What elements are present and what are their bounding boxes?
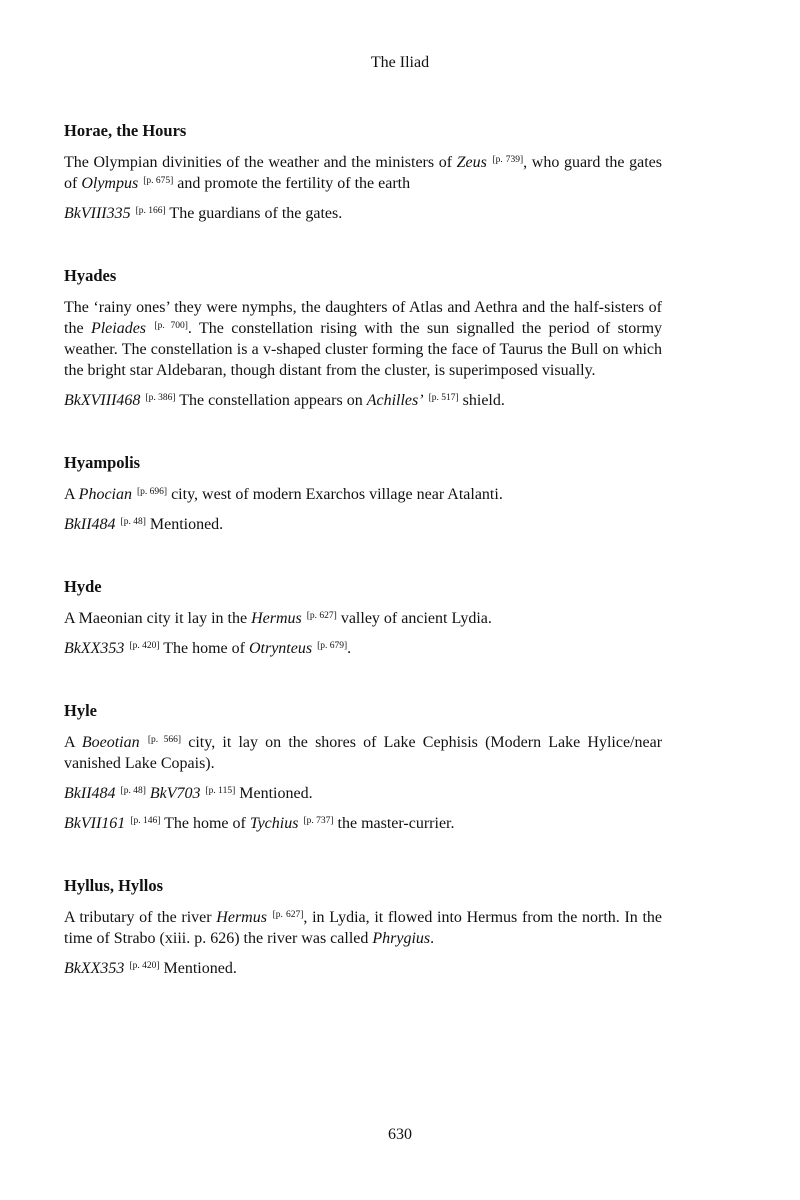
book-ref-link[interactable]: BkXVIII468 xyxy=(64,392,141,409)
entry-definition: A Phocian [p. 696] city, west of modern Exarchos village near Atalanti. xyxy=(64,486,503,503)
entry-definition: A Boeotian [p. 566] city, it lay on the shores of Lake Cephisis (Modern Lake Hylice/near vanished Lake Copais). xyxy=(64,734,663,772)
book-reference: BkXX353 [p. 420] Mentioned. xyxy=(64,960,237,977)
page-ref: [p. 48] xyxy=(120,786,146,796)
cross-ref-link[interactable]: Boeotian xyxy=(81,734,140,751)
page-ref: [p. 146] xyxy=(130,816,161,826)
entry-definition: A Maeonian city it lay in the Hermus [p. 627] valley of ancient Lydia. xyxy=(64,610,492,627)
running-head: The Iliad xyxy=(370,54,430,71)
cross-ref-link[interactable]: Olympus xyxy=(81,175,139,192)
book-ref-link[interactable]: BkVIII335 xyxy=(64,205,131,222)
page-number: 630 xyxy=(388,1126,412,1143)
book-ref-link[interactable]: BkV703 xyxy=(149,785,201,802)
glossary-content xyxy=(64,120,662,1020)
page-ref: [p. 679] xyxy=(317,641,348,651)
book-reference: BkVIII335 [p. 166] The guardians of the gates. xyxy=(64,205,343,222)
page-ref: [p. 739] xyxy=(492,155,524,165)
book-reference: BkII484 [p. 48] BkV703 [p. 115] Mentioned. xyxy=(64,785,313,802)
cross-ref-link[interactable]: Otrynteus xyxy=(248,640,313,657)
italic-term: Phrygius xyxy=(372,930,431,947)
cross-ref-link[interactable]: Pleiades xyxy=(90,320,147,337)
entry-hyle xyxy=(64,700,662,834)
page-ref: [p. 566] xyxy=(147,735,182,745)
book-reference: BkVII161 [p. 146] The home of Tychius [p. 737] the master-currier. xyxy=(64,815,455,832)
entry-definition: A tributary of the river Hermus [p. 627], in Lydia, it flowed into Hermus from the north. In the time of Strabo (xiii. p. 626) the river was called Phrygius. xyxy=(64,909,663,947)
page-ref: [p. 420] xyxy=(129,641,160,651)
book-reference: BkXX353 [p. 420] The home of Otrynteus [p. 679]. xyxy=(64,640,352,657)
book-ref-link[interactable]: BkXX353 xyxy=(64,640,125,657)
entry-hyades xyxy=(64,265,662,411)
book-ref-link[interactable]: BkXX353 xyxy=(64,960,125,977)
cross-ref-link[interactable]: Achilles’ xyxy=(366,392,424,409)
page-ref: [p. 386] xyxy=(145,393,176,403)
entry-hyde xyxy=(64,576,662,659)
cross-ref-link[interactable]: Hermus xyxy=(216,909,267,926)
page-ref: [p. 675] xyxy=(143,176,174,186)
book-ref-link[interactable]: BkII484 xyxy=(64,516,116,533)
book-ref-link[interactable]: BkVII161 xyxy=(64,815,126,832)
entry-heading: Hyde xyxy=(64,577,102,596)
page-ref: [p. 48] xyxy=(120,517,146,527)
entry-heading: Hyades xyxy=(64,266,117,285)
page-ref: [p. 166] xyxy=(135,206,166,216)
page-ref: [p. 420] xyxy=(129,961,160,971)
entry-hyllus xyxy=(64,875,662,979)
entry-heading: Horae, the Hours xyxy=(64,121,187,140)
page-ref: [p. 115] xyxy=(205,786,236,796)
entry-definition: The ‘rainy ones’ they were nymphs, the daughters of Atlas and Aethra and the half-sisters of the Pleiades [p. 700]. The constellation rising with the sun signalled the period of stormy weather. The constellation is a v-shaped cluster forming the face of Taurus the Bull on which the bright star Aldebaran, though distant from the cluster, is superimposed visually. xyxy=(64,299,663,379)
book-ref-link[interactable]: BkII484 xyxy=(64,785,116,802)
entry-heading: Hyampolis xyxy=(64,453,141,472)
book-reference: BkXVIII468 [p. 386] The constellation appears on Achilles’ [p. 517] shield. xyxy=(64,392,505,409)
entry-definition: The Olympian divinities of the weather and the ministers of Zeus [p. 739], who guard the gates of Olympus [p. 675] and promote the fertility of the earth xyxy=(64,154,663,192)
page-ref: [p. 627] xyxy=(306,611,337,621)
cross-ref-link[interactable]: Phocian xyxy=(78,486,132,503)
page-ref: [p. 700] xyxy=(154,321,188,331)
entry-hyampolis xyxy=(64,452,662,535)
cross-ref-link[interactable]: Hermus xyxy=(251,610,302,627)
page-ref: [p. 627] xyxy=(272,910,304,920)
cross-ref-link[interactable]: Tychius xyxy=(249,815,299,832)
page-ref: [p. 517] xyxy=(428,393,459,403)
entry-heading: Hyllus, Hyllos xyxy=(64,876,164,895)
page-ref: [p. 737] xyxy=(303,816,334,826)
entry-heading: Hyle xyxy=(64,701,97,720)
cross-ref-link[interactable]: Zeus xyxy=(456,154,487,171)
entry-horae xyxy=(64,120,662,224)
book-reference: BkII484 [p. 48] Mentioned. xyxy=(64,516,224,533)
page-ref: [p. 696] xyxy=(137,487,168,497)
